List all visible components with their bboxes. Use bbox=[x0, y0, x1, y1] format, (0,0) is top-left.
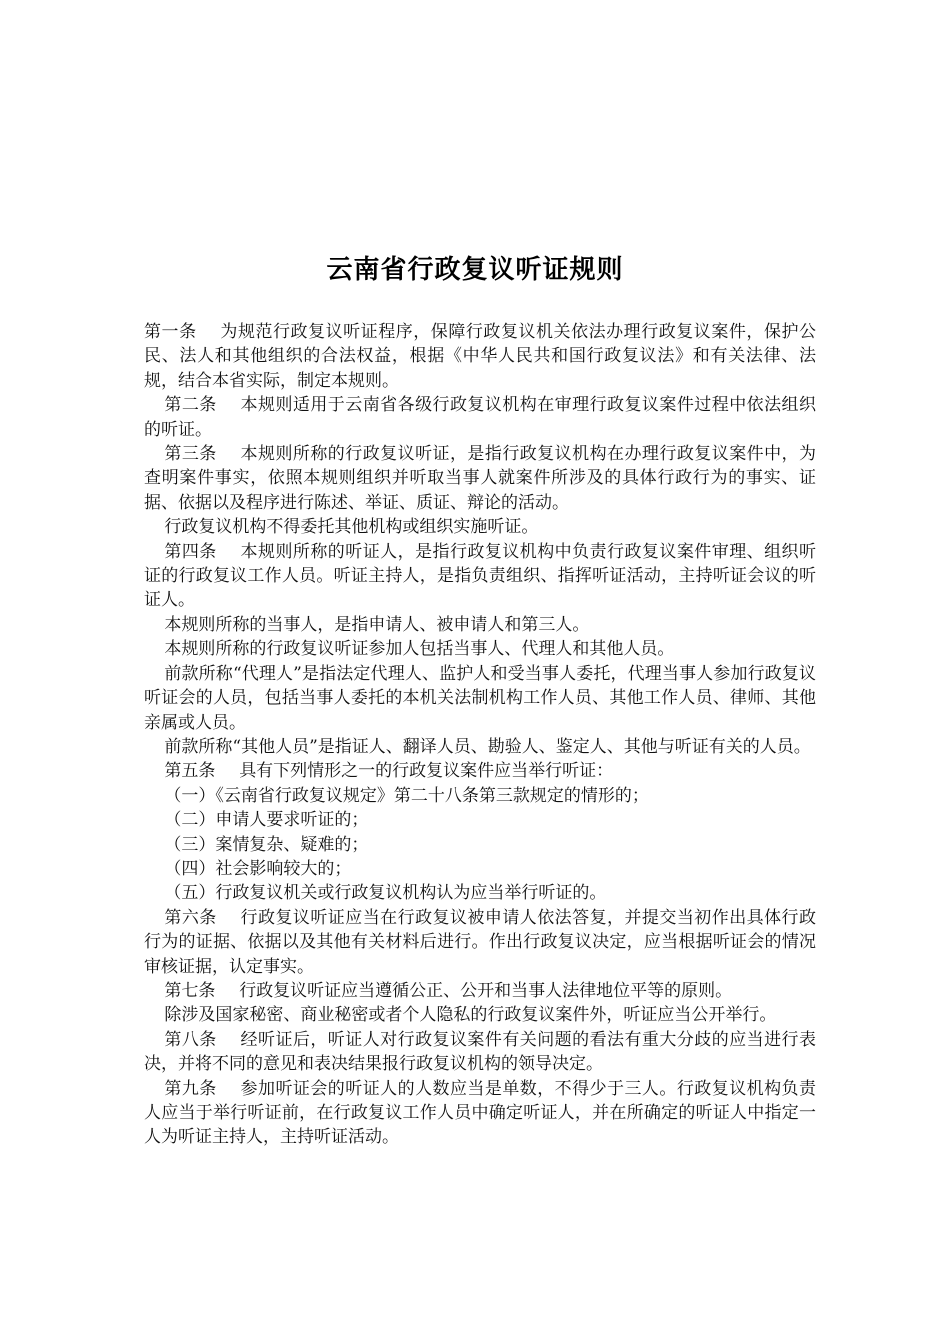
paragraph-text: 前款所称“其他人员”是指证人、翻译人员、勘验人、鉴定人、其他与听证有关的人员。 bbox=[164, 736, 811, 757]
paragraph-text: 本规则适用于云南省各级行政复议机构在审理行政复议案件过程中依法组织的听证。 bbox=[144, 395, 817, 440]
document-title: 云南省行政复议听证规则 bbox=[326, 255, 624, 286]
article-number: 第六条 bbox=[164, 907, 217, 928]
list-item bbox=[144, 808, 816, 832]
paragraph-text: （三）案情复杂、疑难的； bbox=[164, 834, 369, 855]
paragraph bbox=[144, 1003, 816, 1027]
paragraph-text: 为规范行政复议听证程序，保障行政复议机关依法办理行政复议案件，保护公民、法人和其他组织的合法权益，根据《中华人民共和国行政复议法》和有关法律、法规，结合本省实际，制定本规则。 bbox=[144, 322, 817, 391]
paragraph-text: 本规则所称的当事人，是指申请人、被申请人和第三人。 bbox=[164, 614, 590, 635]
paragraph-text: 本规则所称的行政复议听证参加人包括当事人、代理人和其他人员。 bbox=[164, 639, 675, 660]
paragraph bbox=[144, 1077, 816, 1150]
paragraph-text: 行政复议机构不得委托其他机构或组织实施听证。 bbox=[164, 517, 539, 538]
article-number: 第五条 bbox=[164, 761, 216, 782]
paragraph bbox=[144, 637, 816, 661]
article-number: 第八条 bbox=[164, 1029, 217, 1050]
paragraph-text: 除涉及国家秘密、商业秘密或者个人隐私的行政复议案件外，听证应当公开举行。 bbox=[164, 1005, 777, 1026]
paragraph-text: 行政复议听证应当在行政复议被申请人依法答复，并提交当初作出具体行政行为的证据、依据以及其他有关材料后进行。作出行政复议决定，应当根据听证会的情况审核证据，认定事实。 bbox=[144, 907, 817, 977]
paragraph bbox=[144, 540, 816, 613]
paragraph-text: 经听证后，听证人对行政复议案件有关问题的看法有重大分歧的应当进行表决，并将不同的意见和表决结果报行政复议机构的领导决定。 bbox=[144, 1029, 817, 1075]
list-item bbox=[144, 881, 816, 905]
paragraph bbox=[144, 1028, 816, 1077]
list-item bbox=[144, 833, 816, 857]
paragraph-text: 本规则所称的听证人，是指行政复议机构中负责行政复议案件审理、组织听证的行政复议工作人员。听证主持人，是指负责组织、指挥听证活动，主持听证会议的听证人。 bbox=[144, 541, 817, 611]
article-number: 第四条 bbox=[164, 541, 217, 562]
paragraph-text: 本规则所称的行政复议听证，是指行政复议机构在办理行政复议案件中，为查明案件事实，依照本规则组织并听取当事人就案件所涉及的具体行政行为的事实、证据、依据以及程序进行陈述、举证、质证、辩论的活动。 bbox=[144, 444, 817, 513]
paragraph-text: （二）申请人要求听证的； bbox=[164, 810, 369, 831]
article-number: 第一条 bbox=[144, 322, 197, 342]
paragraph-text: 具有下列情形之一的行政复议案件应当举行听证： bbox=[239, 761, 614, 782]
paragraph bbox=[144, 442, 816, 515]
paragraph-text: （五）行政复议机关或行政复议机构认为应当举行听证的。 bbox=[164, 883, 607, 904]
paragraph bbox=[144, 759, 816, 783]
article-number: 第三条 bbox=[164, 444, 217, 465]
paragraph bbox=[144, 515, 816, 539]
document-body bbox=[144, 320, 816, 1150]
paragraph bbox=[144, 979, 816, 1003]
article-number: 第七条 bbox=[164, 980, 216, 1001]
paragraph bbox=[144, 320, 816, 393]
list-item bbox=[144, 857, 816, 881]
article-number: 第二条 bbox=[164, 395, 217, 416]
paragraph-text: 参加听证会的听证人的人数应当是单数，不得少于三人。行政复议机构负责人应当于举行听证前，在行政复议工作人员中确定听证人，并在所确定的听证人中指定一人为听证主持人，主持听证活动。 bbox=[144, 1078, 817, 1148]
article-number: 第九条 bbox=[164, 1078, 217, 1099]
paragraph bbox=[144, 906, 816, 979]
paragraph-text: 前款所称“代理人”是指法定代理人、监护人和受当事人委托，代理当事人参加行政复议听证会的人员，包括当事人委托的本机关法制机构工作人员、其他工作人员、律师、其他亲属或人员。 bbox=[144, 663, 816, 733]
paragraph bbox=[144, 735, 816, 759]
paragraph-text: （一）《云南省行政复议规定》第二十八条第三款规定的情形的； bbox=[164, 785, 649, 806]
paragraph bbox=[144, 393, 816, 442]
paragraph-text: 行政复议听证应当遵循公正、公开和当事人法律地位平等的原则。 bbox=[239, 980, 733, 1001]
paragraph bbox=[144, 613, 816, 637]
list-item bbox=[144, 784, 816, 808]
paragraph-text: （四）社会影响较大的； bbox=[164, 858, 352, 879]
paragraph bbox=[144, 662, 816, 735]
